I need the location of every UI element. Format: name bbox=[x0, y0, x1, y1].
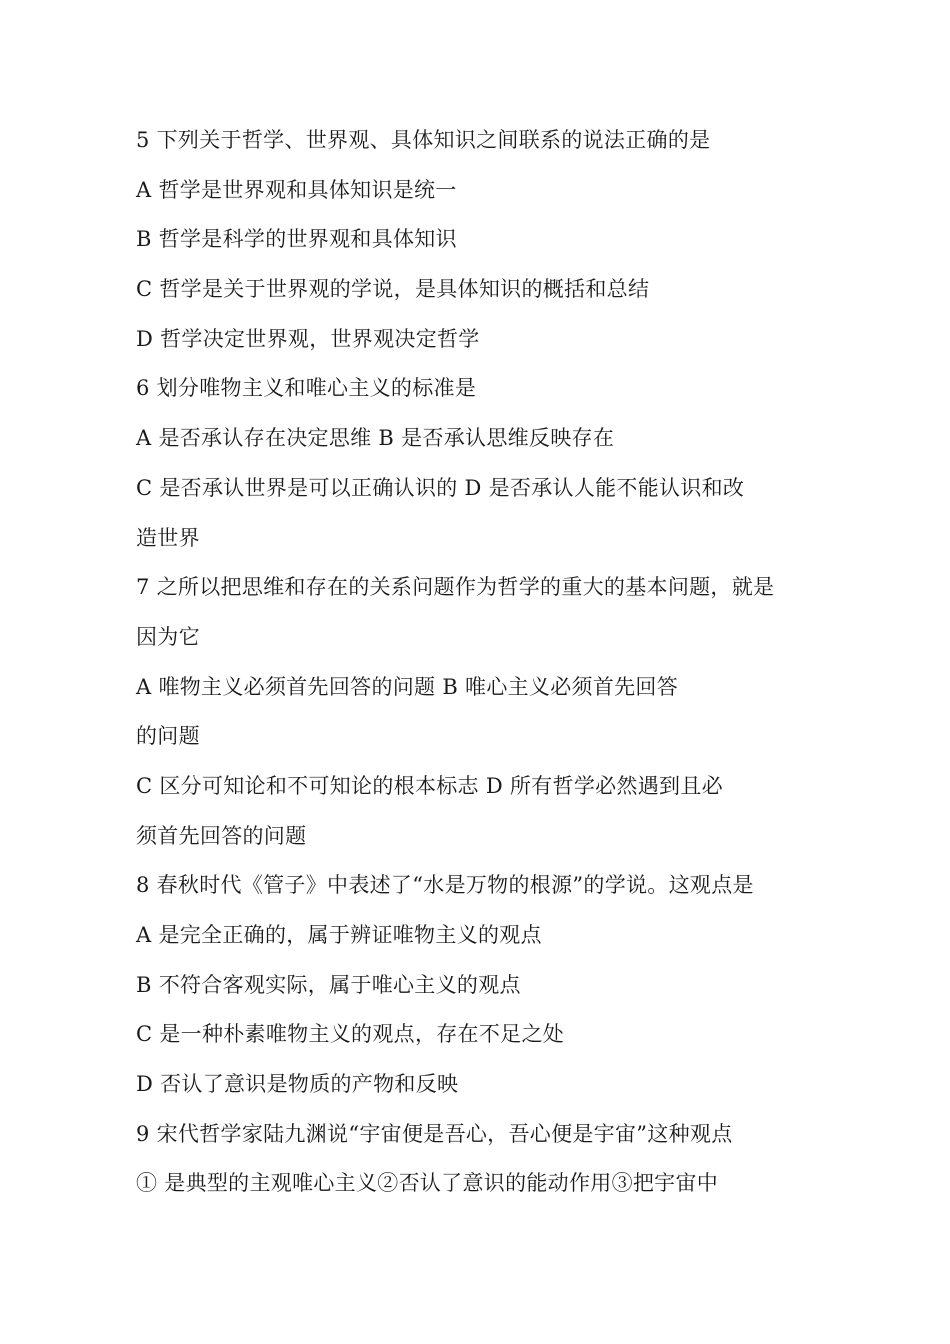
q5-stem: 5 下列关于哲学、世界观、具体知识之间联系的说法正确的是 bbox=[136, 128, 711, 152]
q7-options-ab-continued: 的问题 bbox=[136, 724, 200, 749]
q9-stem: 9 宋代哲学家陆九渊说“宇宙便是吾心，吾心便是宇宙”这种观点 bbox=[136, 1121, 733, 1146]
q7-options-cd-continued: 须首先回答的问题 bbox=[136, 823, 307, 848]
q8-stem: 8 春秋时代《管子》中表述了“水是万物的根源”的学说。这观点是 bbox=[136, 873, 754, 898]
q5-option-b: B 哲学是科学的世界观和具体知识 bbox=[136, 227, 457, 252]
q6-options-cd-continued: 造世界 bbox=[136, 525, 200, 550]
q5-option-c: C 哲学是关于世界观的学说，是具体知识的概括和总结 bbox=[136, 277, 650, 302]
q7-options-cd: C 区分可知论和不可知论的根本标志 D 所有哲学必然遇到且必 bbox=[136, 773, 723, 798]
q8-option-a: A 是完全正确的，属于辨证唯物主义的观点 bbox=[136, 923, 542, 947]
q6-options-cd: C 是否承认世界是可以正确认识的 D 是否承认人能不能认识和改 bbox=[136, 475, 745, 500]
q8-option-d: D 否认了意识是物质的产物和反映 bbox=[136, 1072, 459, 1097]
q7-options-ab: A 唯物主义必须首先回答的问题 B 唯心主义必须首先回答 bbox=[136, 674, 679, 699]
q7-stem-continued: 因为它 bbox=[136, 624, 200, 649]
q5-option-d: D 哲学决定世界观，世界观决定哲学 bbox=[136, 326, 480, 351]
q8-option-c: C 是一种朴素唯物主义的观点，存在不足之处 bbox=[136, 1022, 565, 1047]
q6-options-ab: A 是否承认存在决定思维 B 是否承认思维反映存在 bbox=[136, 426, 615, 451]
q7-stem: 7 之所以把思维和存在的关系问题作为哲学的重大的基本问题，就是 bbox=[136, 575, 775, 600]
q6-stem: 6 划分唯物主义和唯心主义的标准是 bbox=[136, 376, 477, 401]
question-text-block bbox=[136, 122, 826, 1215]
q9-statements: ① 是典型的主观唯心主义②否认了意识的能动作用③把宇宙中 bbox=[136, 1171, 719, 1196]
q8-option-b: B 不符合客观实际，属于唯心主义的观点 bbox=[136, 972, 521, 997]
q5-option-a: A 哲学是世界观和具体知识是统一 bbox=[136, 177, 457, 202]
